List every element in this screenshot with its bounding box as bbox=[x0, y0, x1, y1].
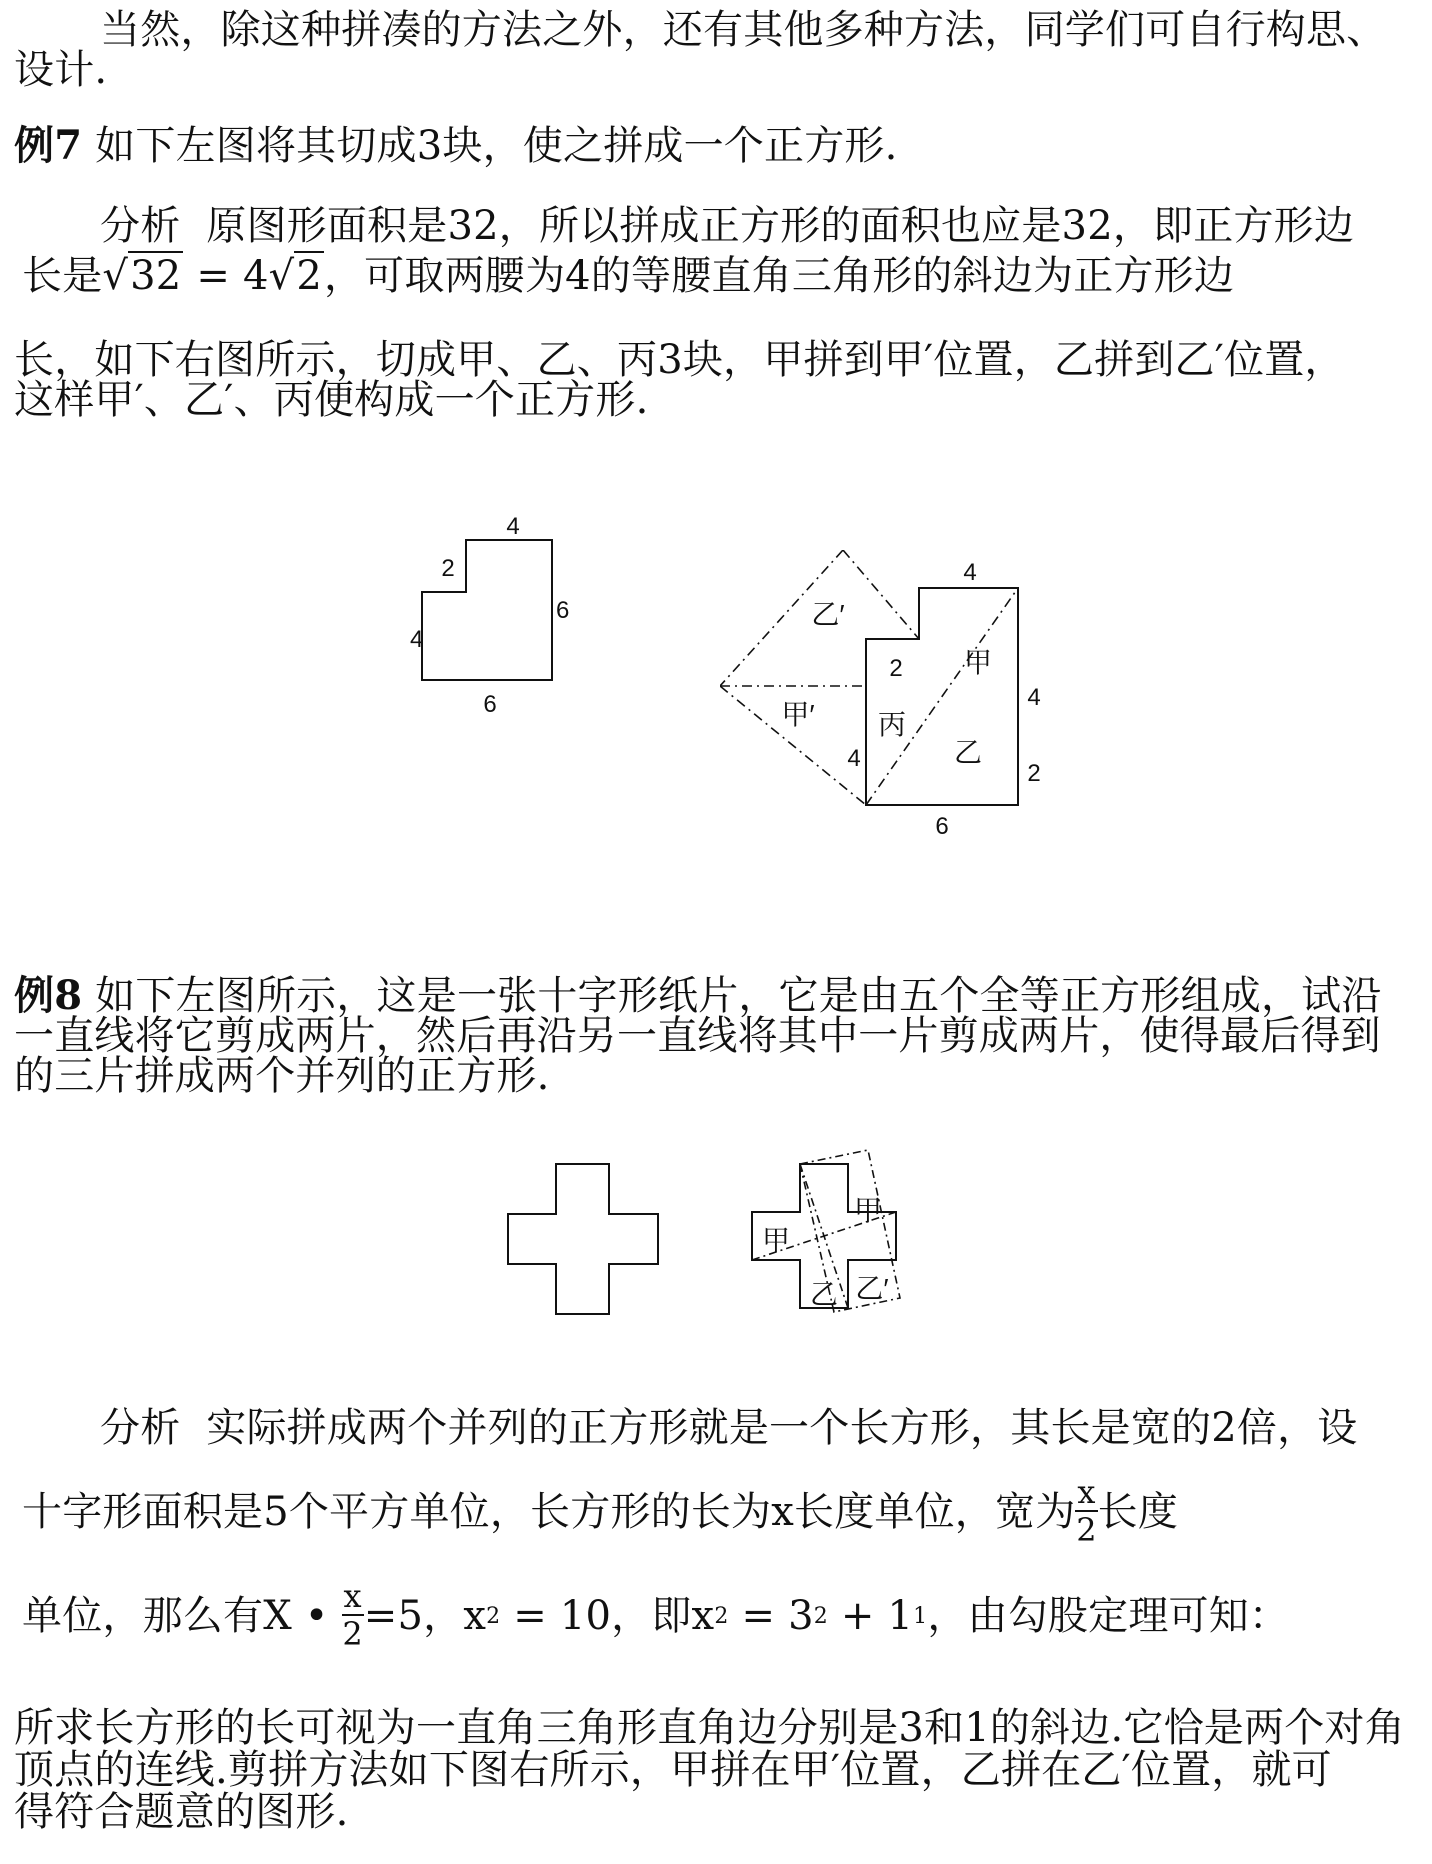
label-yi-prime: 乙′ bbox=[811, 599, 845, 630]
label-jia-prime: 甲′ bbox=[781, 699, 815, 730]
label-jia: 甲 bbox=[963, 647, 993, 678]
eq-pre: 单位，那么有X • bbox=[22, 1593, 329, 1639]
dash-diagonal bbox=[866, 588, 1018, 805]
label-right-top: 4 bbox=[1027, 684, 1041, 711]
example8-conclusion-line-3: 得符合题意的图形. bbox=[14, 1789, 349, 1835]
example8-statement-line-3: 的三片拼成两个并列的正方形. bbox=[14, 1053, 550, 1099]
example8-analysis-line-2 bbox=[22, 1473, 1179, 1552]
label-yi-bottom: 乙 bbox=[809, 1279, 839, 1310]
example7-label: 例7 bbox=[14, 122, 83, 169]
label-bottom: 6 bbox=[935, 813, 949, 840]
label-jia-top: 甲 bbox=[853, 1195, 883, 1226]
label-notch: 2 bbox=[889, 655, 903, 682]
exp-2c: 2 bbox=[813, 1604, 828, 1629]
dash-upper-right bbox=[843, 550, 919, 639]
example8-statement-text: 如下左图所示，这是一张十字形纸片，它是由五个全等正方形组成，试沿 bbox=[95, 973, 1382, 1019]
eq-2: = 10，即x bbox=[513, 1593, 715, 1639]
analysis-text: 原图形面积是32，所以拼成正方形的面积也应是32，即正方形边 bbox=[206, 203, 1355, 249]
label-yi-prime: 乙′ bbox=[855, 1273, 889, 1304]
exp-1: 1 bbox=[913, 1604, 928, 1629]
analysis-text-post: ，可取两腰为4的等腰直角三角形的斜边为正方形边 bbox=[323, 253, 1235, 299]
fraction-x-over-2-b bbox=[342, 1578, 364, 1652]
sqrt-2: √2 bbox=[268, 253, 322, 299]
example7-analysis-line-2 bbox=[22, 252, 1234, 300]
example7-analysis-line-1 bbox=[100, 202, 1354, 250]
frac-den: 2 bbox=[1076, 1511, 1097, 1549]
intro-line-1: 当然，除这种拼凑的方法之外，还有其他多种方法，同学们可自行构思、 bbox=[100, 7, 1387, 53]
frac-den-b: 2 bbox=[342, 1615, 363, 1653]
analysis-label: 分析 bbox=[100, 203, 181, 249]
label-left: 4 bbox=[410, 626, 424, 653]
label-bottom: 6 bbox=[483, 691, 497, 718]
frac-num-b: x bbox=[343, 1577, 362, 1615]
label-inner-left: 4 bbox=[847, 745, 861, 772]
sqrt-arg: 32 bbox=[130, 253, 182, 299]
eq-post: ，由勾股定理可知： bbox=[927, 1593, 1290, 1639]
exp-2a: 2 bbox=[486, 1604, 501, 1629]
label-right: 6 bbox=[556, 597, 570, 624]
example8-left-figure bbox=[506, 1160, 666, 1320]
example7-heading bbox=[14, 122, 898, 170]
example7-right-figure bbox=[720, 550, 1060, 840]
label-notch: 2 bbox=[441, 555, 455, 582]
example7-analysis-line-4: 这样甲′、乙′、丙便构成一个正方形. bbox=[14, 377, 649, 423]
label-jia-left: 甲 bbox=[761, 1225, 791, 1256]
example8-analysis-line-3 bbox=[22, 1577, 1290, 1656]
fraction-x-over-2 bbox=[1075, 1474, 1097, 1548]
example7-statement: 如下左图将其切成3块，使之拼成一个正方形. bbox=[95, 123, 898, 169]
example7-left-figure bbox=[410, 490, 610, 730]
label-yi: 乙 bbox=[953, 737, 983, 768]
label-top: 4 bbox=[963, 559, 977, 586]
analysis-text-pre: 十字形面积是5个平方单位，长方形的长为x长度单位，宽为 bbox=[22, 1489, 1076, 1535]
sqrt-32: √32 bbox=[102, 253, 182, 299]
example8-label: 例8 bbox=[14, 972, 83, 1019]
intro-line-2: 设计. bbox=[14, 47, 108, 93]
analysis-text-pre: 长是 bbox=[22, 253, 103, 299]
cross-shape bbox=[508, 1164, 658, 1314]
label-right-bottom: 2 bbox=[1027, 760, 1041, 787]
label-bing: 丙 bbox=[877, 709, 907, 740]
example8-conclusion-line-1: 所求长方形的长可视为一直角三角形直角边分别是3和1的斜边.它恰是两个对角 bbox=[14, 1705, 1405, 1751]
eq-3: = 3 bbox=[741, 1593, 814, 1639]
eq-1: =5，x bbox=[363, 1593, 487, 1639]
label-top: 4 bbox=[506, 513, 520, 540]
example7-analysis-line-3: 长，如下右图所示，切成甲、乙、丙3块，甲拼到甲′位置，乙拼到乙′位置， bbox=[14, 337, 1345, 383]
analysis-text: 实际拼成两个并列的正方形就是一个长方形，其长是宽的2倍，设 bbox=[206, 1405, 1358, 1451]
example8-analysis-line-1 bbox=[100, 1404, 1358, 1452]
exp-2b: 2 bbox=[714, 1604, 729, 1629]
example8-right-figure bbox=[748, 1148, 928, 1338]
analysis-label: 分析 bbox=[100, 1405, 181, 1451]
frac-num: x bbox=[1077, 1473, 1096, 1511]
example8-statement-line-2: 一直线将它剪成两片，然后再沿另一直线将其中一片剪成两片，使得最后得到 bbox=[14, 1013, 1381, 1059]
analysis-text-post: 长度 bbox=[1097, 1489, 1179, 1535]
eq-mid: = 4 bbox=[196, 253, 269, 299]
eq-4: + 1 bbox=[840, 1593, 914, 1639]
sqrt-arg-2: 2 bbox=[296, 253, 322, 299]
example8-conclusion-line-2: 顶点的连线.剪拼方法如下图右所示，甲拼在甲′位置，乙拼在乙′位置，就可 bbox=[14, 1747, 1332, 1793]
